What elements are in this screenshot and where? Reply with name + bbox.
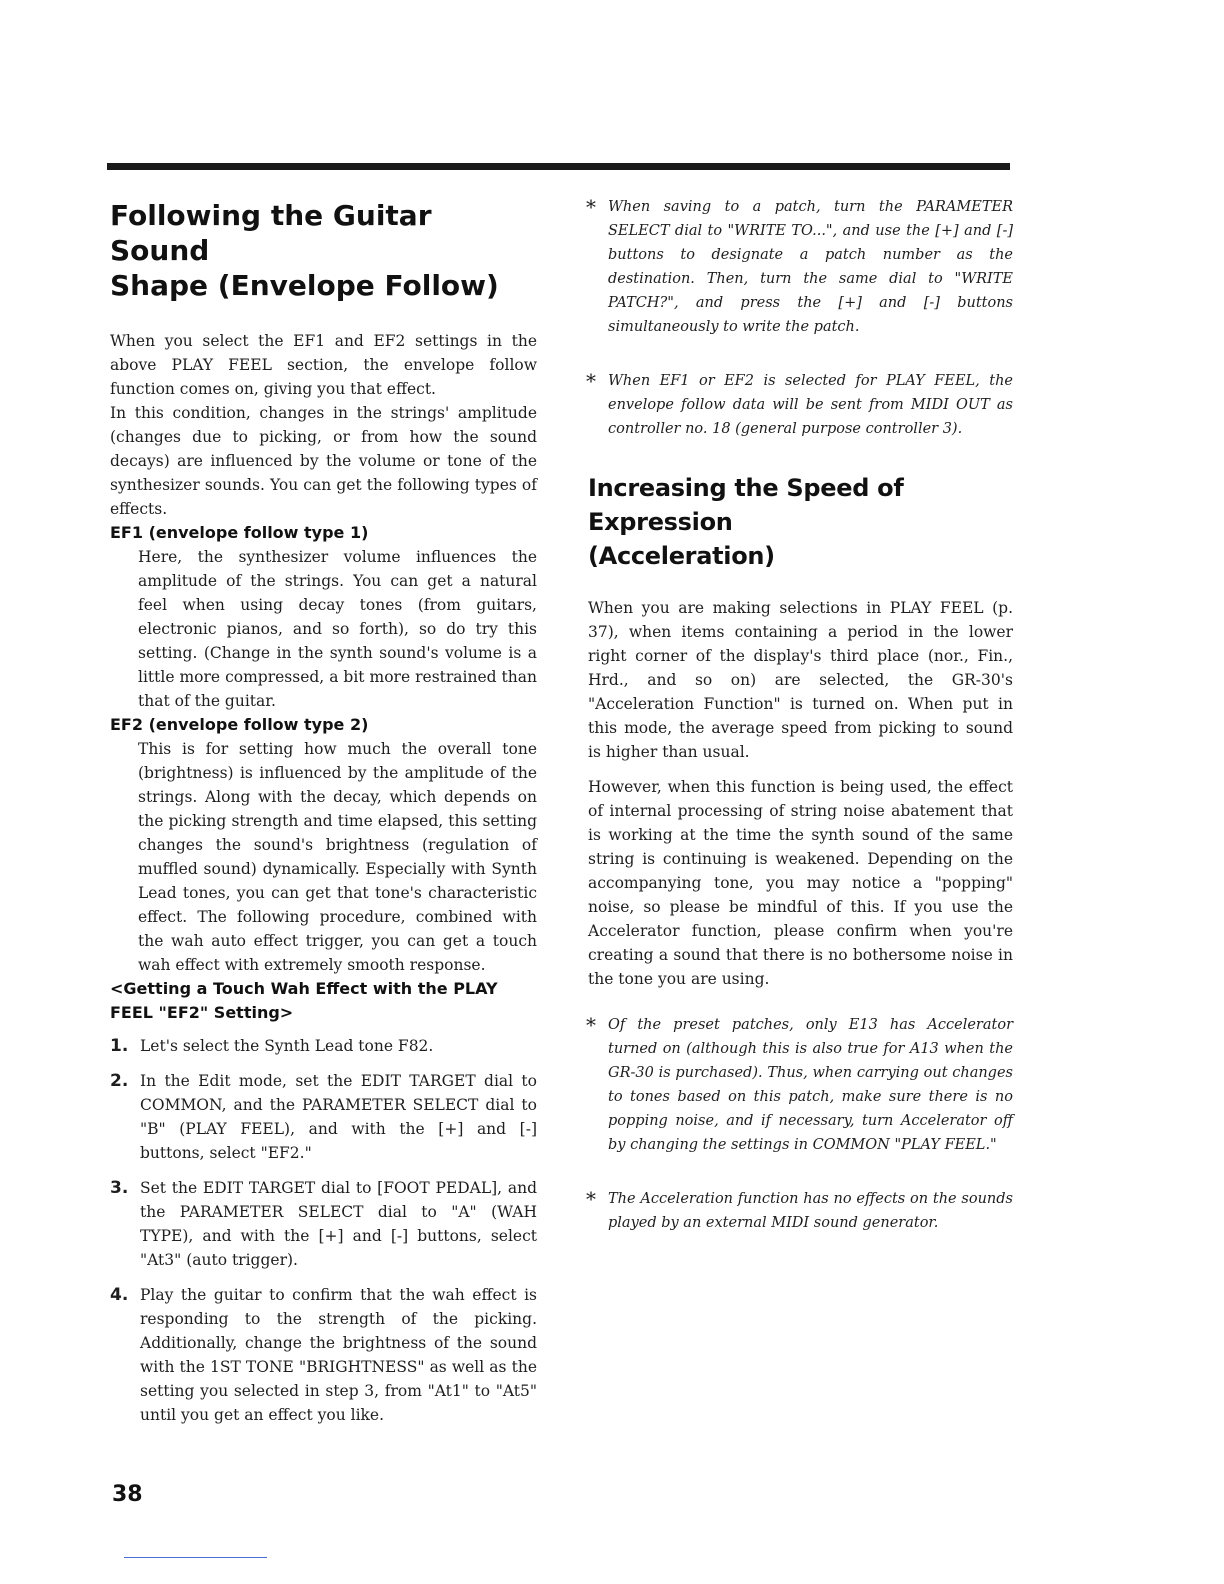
note-write-patch [588, 195, 1013, 339]
step-item [110, 1283, 537, 1427]
page-number: 38 [112, 1482, 143, 1507]
footer-line [124, 1557, 267, 1558]
ef2-body: This is for setting how much the overall tone (brightness) is influenced by the amplitude of the strings. Along with the decay, which depends on the picking strength and time elapsed, this setting changes the sound's brightness (regulation of muffled sound) dynamically. Especially with Synth Lead tones, you can get that tone's characteristic effect. The following procedure, combined with the wah auto effect trigger, you can get a touch wah effect with extremely smooth response. [138, 740, 537, 974]
asterisk-icon: * [586, 369, 596, 393]
step-item [110, 1069, 537, 1165]
acceleration-paragraph-2: However, when this function is being used, the effect of internal processing of string noise abatement that is working at the time the synth sound of the same string is continuing is weakened. Depending on the accompanying tone, you may notice a "popping" noise, so please be mindful of this. If you use the Accelerator function, please confirm when you're creating a sound that there is no bothersome noise in the tone you are using. [588, 778, 1013, 988]
note-text: When EF1 or EF2 is selected for PLAY FEEL, the envelope follow data will be sent from MIDI OUT as controller no. 18 (general purpose controller 3). [608, 373, 1013, 437]
ef1-heading: EF1 (envelope follow type 1) [110, 523, 369, 542]
step-item [110, 1176, 537, 1272]
acceleration-paragraph-1: When you are making selections in PLAY FEEL (p. 37), when items containing a period in the lower right corner of the display's third place (nor., Fin., Hrd., and so on) are selected, the GR-30's "Acceleration Function" is turned on. When put in this mode, the average speed from picking to sound is higher than usual. [588, 599, 1013, 761]
step-text: In the Edit mode, set the EDIT TARGET dial to COMMON, and the PARAMETER SELECT dial to "B" (PLAY FEEL), and with the [+] and [-] buttons, select "EF2." [140, 1072, 537, 1162]
procedure-heading: <Getting a Touch Wah Effect with the PLAY FEEL "EF2" Setting> [110, 979, 498, 1022]
note-text: When saving to a patch, turn the PARAMETER SELECT dial to "WRITE TO...", and use the [+] and [-] buttons to designate a patch number as the destination. Then, turn the same dial to "WRITE PATCH?", and press the [+] and [-] buttons simultaneously to write the patch. [608, 199, 1013, 335]
top-rule [107, 163, 1010, 170]
asterisk-icon: * [586, 195, 596, 219]
note-external-midi [588, 1187, 1013, 1235]
step-text: Play the guitar to confirm that the wah effect is responding to the strength of the picking. Additionally, change the brightness of the sound with the 1ST TONE "BRIGHTNESS" as well as the setting you selected in step 3, from "At1" to "At5" until you get an effect you like. [140, 1286, 537, 1424]
intro-paragraph-1: When you select the EF1 and EF2 settings in the above PLAY FEEL section, the envelope follow function comes on, giving you that effect. [110, 332, 537, 398]
step-number: 2. [110, 1071, 129, 1091]
note-preset-patches [588, 1013, 1013, 1157]
ef2-heading: EF2 (envelope follow type 2) [110, 715, 369, 734]
right-column [588, 195, 1013, 1265]
asterisk-icon: * [586, 1013, 596, 1037]
step-number: 3. [110, 1178, 129, 1198]
intro-paragraph-2: In this condition, changes in the strings' amplitude (changes due to picking, or from how the sound decays) are influenced by the volume or tone of the synthesizer sounds. You can get the following types of effects. [110, 404, 537, 518]
step-item [110, 1034, 537, 1058]
left-column [110, 198, 537, 1438]
section-title-envelope-follow: Following the Guitar Sound Shape (Envelope Follow) [110, 199, 499, 302]
procedure-steps [110, 1034, 537, 1427]
asterisk-icon: * [586, 1187, 596, 1211]
section-title-acceleration: Increasing the Speed of Expression (Acceleration) [588, 474, 904, 570]
step-text: Let's select the Synth Lead tone F82. [140, 1037, 434, 1055]
step-number: 1. [110, 1036, 129, 1056]
note-midi-out [588, 369, 1013, 441]
step-text: Set the EDIT TARGET dial to [FOOT PEDAL], and the PARAMETER SELECT dial to "A" (WAH TYPE), and with the [+] and [-] buttons, select "At3" (auto trigger). [140, 1179, 537, 1269]
ef1-body: Here, the synthesizer volume influences the amplitude of the strings. You can get a natural feel when using decay tones (from guitars, electronic pianos, and so forth), so do try this setting. (Change in the synth sound's volume is a little more compressed, a bit more restrained than that of the guitar. [138, 548, 537, 710]
note-text: Of the preset patches, only E13 has Accelerator turned on (although this is also true for A13 when the GR-30 is purchased). Thus, when carrying out changes to tones based on this patch, make sure there is no popping noise, and if necessary, turn Accelerator off by changing the settings in COMMON "PLAY FEEL." [608, 1017, 1013, 1153]
note-text: The Acceleration function has no effects on the sounds played by an external MIDI sound generator. [608, 1191, 1013, 1231]
step-number: 4. [110, 1285, 129, 1305]
